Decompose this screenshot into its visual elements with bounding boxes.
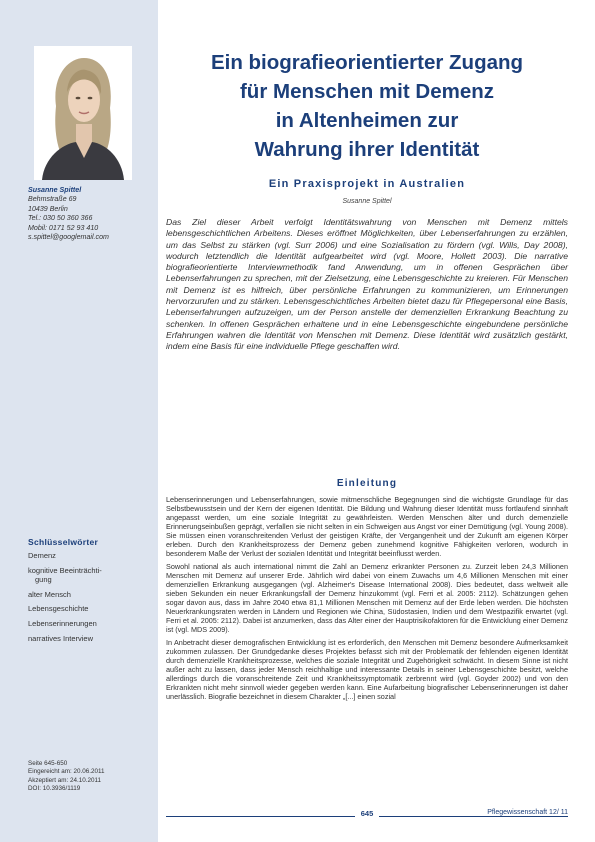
article-header — [166, 48, 568, 353]
keyword-item: Lebenserinnerungen — [28, 618, 97, 628]
keywords-box — [28, 537, 156, 648]
author-name: Susanne Spittel — [28, 186, 82, 194]
keyword-item: kognitive Beeinträchti- gung — [28, 565, 102, 585]
article-byline: Susanne Spittel — [342, 198, 392, 205]
article-title: Ein biografieorientierter Zugang für Menschen mit Demenz in Altenheimen zur Wahrung ihrer Identität — [210, 51, 524, 161]
article-body — [166, 495, 568, 705]
doi: DOI: 10.3936/1119 — [28, 785, 81, 793]
submitted-date: Eingereicht am: 20.06.2011 — [28, 768, 105, 776]
accepted-date: Akzeptiert am: 24.10.2011 — [28, 776, 102, 784]
author-portrait-image — [34, 46, 132, 180]
author-contact-block — [28, 186, 156, 242]
author-phone: Tel.: 030 50 360 366 — [28, 214, 93, 223]
author-email: s.spittel@googlemail.com — [28, 233, 109, 242]
page-range: Seite 645-650 — [28, 760, 68, 767]
body-paragraph: Sowohl national als auch international nimmt die Zahl an Demenz erkrankter Personen zu. Zurzeit leben 24,3 Millionen Menschen mit Demenz auf unserer Erde. Jährlich wird dabei von einem Zuwachs um 4,6 Millionen Menschen mit einer demenziellen Erkrankung ausgegangen (vgl. Alzheimer's Disease International 2008). Dies bedeutet, dass weltweit alle sieben Sekunden ein neuer Erkrankungsfall der Demenz hinzukommt (vgl. Ferri et al. 2005: 2112). Schätzungen gehen sogar davon aus, dass im Jahre 2040 etwa 81,1 Millionen Menschen mit Demenz auf der Erde leben werden. Die höchsten Neuerkrankungsraten werden in Ländern und Regionen wie China, Südostasien, Indien und dem Westpazifik erwartet (vgl. Ferri et al. 2005: 2112). Dabei ist anzumerken, dass das Alter einer der Hauptrisikofaktoren für die Entwicklung einer Demenz ist (vgl. MDS 2009). — [166, 562, 568, 634]
publication-info — [28, 760, 156, 794]
keyword-item: alter Mensch — [28, 589, 71, 599]
keyword-item: narratives Interview — [28, 633, 94, 643]
author-mobile: Mobil: 0171 52 93 410 — [28, 223, 99, 232]
keyword-item: Demenz — [28, 551, 56, 560]
journal-name: Pflegewissenschaft 12/ 11 — [470, 809, 568, 816]
body-paragraph: In Anbetracht dieser demografischen Entwicklung ist es erforderlich, den Menschen mit Demenz besondere Aufmerksamkeit zukommen zulassen. Der Grundgedanke dieses Projektes befasst sich mit der Problematik der fehlenden eigenen Identität durch demenzielle Krankheitsprozesse, welches die soziale Integrität und Zugehörigkeit schwächt. In diesem Sinne ist nicht außer acht zu lassen, dass jeder Mensch reichhaltige und interessante Details in seiner Lebensgeschichte besitzt, welche allerdings durch die voranschreitende Zeit und Krankheitssymptomatik zerbrennt wird (vgl. Goyder 2002) und von den Erkrankten nicht mehr sinnvoll wieder gegeben werden kann. Eine Aufarbeitung biografischer Lebenserinnerungen ist daher unerlässlich. Biografie bezeichnet in diesem Charakter „[...] einen sozial — [166, 638, 568, 701]
author-photo — [34, 46, 132, 180]
keyword-item: Lebensgeschichte — [28, 604, 89, 614]
article-abstract: Das Ziel dieser Arbeit verfolgt Identitätswahrung von Menschen mit Demenz mittels lebensgeschichtlichen Arbeitens. Dieses eröffnet Möglichkeiten, über Lebenserfahrungen zu erzählen, um das Selbst zu stärken (vgl. Surr 2006) und eine Sozialisation zu fördern (vgl. Wills, Day 2008), wodurch letztendlich die Identität aufgearbeitet wird (vgl. Moore, Hollett 2003). Die narrative biografieorientierte Interviewmethodik fand Anwendung, um in offenen Gesprächen über Lebenserfahrungen zu sprechen, mit der Zielsetzung, eine Lebensgeschichte zu kreieren. Für Menschen mit Demenz ist es hilfreich, über persönliche Erfahrungen zu kommunizieren, um Erinnerungen hervorzurufen und zu stärken. Lebensgeschichtliches Arbeiten bietet dazu für Pflegepersonal eine Basis, Lebenserfahrungen aufzuzeigen, um der Person anstelle der demenziellen Erkrankung Beachtung zu schenken. In offenen Gesprächen erhaltene und in eine Lebensgeschichte eingebundene persönliche Erfahrungen wahren die Identität von Menschen mit Demenz. Diese Identität wird zusätzlich gestärkt, indem eine Basis für eine individuelle Pflege geschaffen wird. — [166, 217, 568, 352]
page-number: 645 — [355, 809, 379, 818]
author-street: Behmstraße 69 — [28, 195, 77, 204]
section-heading: Einleitung — [336, 478, 398, 489]
author-city: 10439 Berlin — [28, 204, 68, 213]
body-paragraph: Lebenserinnerungen und Lebenserfahrungen, sowie mitmenschliche Begegnungen sind die wichtigste Grundlage für das Selbstbewusstsein und der Kern der eigenen Identität. Die Bildung und Wahrung dieser Identität muss fortlaufend sinnhaft angepasst werden, um eine soziale Integrität zu gewährleisten. Werden Menschen älter und durch demenzielle Erinnerungseinbußen geprägt, verfallen sie nicht selten in ein Schweigen aus Angst vor einer Demütigung (vgl. Young 2008). Sie müssen einen voranschreitenden Verlust der geistigen Kräfte, der Vergangenheit und der Zukunft am eigenen Körper erleben. Durch den Krankheitsprozess der Demenz geben zunehmend kognitive Fähigkeiten verloren, wodurch in besonderem Maße der Verlust der sozialen Identität und Integrität beeinflusst werden. — [166, 495, 568, 558]
article-subtitle: Ein Praxisprojekt in Australien — [268, 178, 466, 190]
keywords-title: Schlüsselwörter — [28, 537, 99, 547]
